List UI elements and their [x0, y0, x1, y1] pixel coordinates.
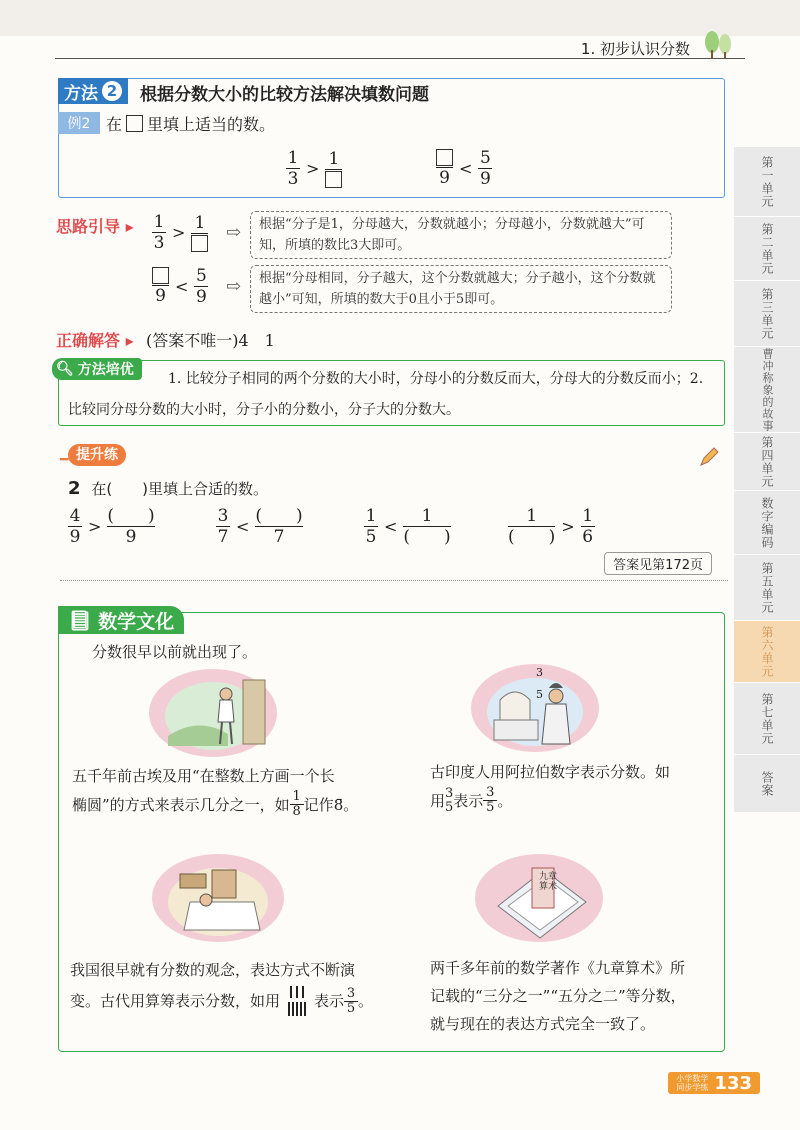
- china-text: [70, 956, 373, 1018]
- tab-answers[interactable]: 答案: [734, 754, 800, 812]
- practice-tag: 提升练: [68, 444, 126, 466]
- practice-item-2: [216, 506, 303, 547]
- practice-number: 2: [68, 478, 81, 499]
- fraction-blank[interactable]: $\frac{1}{( )}$: [403, 506, 451, 547]
- example-tag: 例2: [58, 112, 100, 134]
- india-illustration: [470, 660, 600, 756]
- tree-icon: [700, 28, 736, 58]
- book-line-3: 就与现在的表达方式完全一致了。: [430, 1015, 656, 1033]
- answer-text: (答案不唯一)4 1: [146, 331, 275, 350]
- india-board-bottom: 5: [536, 688, 543, 701]
- fraction: $\frac{4}{9}$: [69, 506, 81, 547]
- india-line-2c: 。: [497, 791, 513, 810]
- china-illustration: [150, 850, 286, 946]
- example-text-after: 里填上适当的数。: [147, 115, 276, 134]
- fraction: $\frac{3}{7}$: [217, 506, 229, 547]
- culture-tag: [58, 606, 184, 634]
- tab-unit-6[interactable]: 第六单元: [734, 620, 800, 682]
- tab-encoding[interactable]: 数字编码: [734, 490, 800, 554]
- tab-unit-4[interactable]: 第四单元: [734, 432, 800, 490]
- egypt-line-1: 五千年前古埃及用“在整数上方画一个长: [72, 767, 335, 785]
- book-illustration: [474, 850, 604, 946]
- fraction: $\frac{5}{9}$: [479, 148, 491, 189]
- fraction-blank[interactable]: $\frac{1}{( )}$: [508, 506, 556, 547]
- fraction-blank[interactable]: $\frac{( )}{9}$: [107, 506, 155, 547]
- guide-expr-2: [152, 266, 208, 307]
- fraction: $\frac{1}{6}$: [582, 506, 594, 547]
- top-bar: [0, 0, 800, 36]
- culture-tag-label: 数学文化: [98, 610, 175, 633]
- method-tag-label: 方法: [64, 83, 98, 104]
- india-line-1: 古印度人用阿拉伯数字表示分数。如: [430, 763, 671, 781]
- tab-story[interactable]: 曹冲称象的故事: [734, 346, 800, 432]
- guide-hint-1: 根据“分子是1，分母越大，分数就越小；分母越小，分数就越大”可知，所填的数比3大即可。: [250, 211, 672, 259]
- blank-box: [126, 115, 143, 132]
- egypt-line-2b: 记作: [303, 795, 334, 814]
- fraction-blank: 1: [325, 149, 342, 188]
- operator: >: [561, 517, 575, 536]
- india-text: [430, 758, 670, 815]
- fraction-blank: 9: [436, 149, 453, 188]
- example-text-before: 在: [106, 115, 123, 134]
- page-number-badge: [668, 1072, 760, 1094]
- example-expr-1: [286, 148, 342, 189]
- operator: <: [384, 517, 398, 536]
- method-title: 根据分数大小的比较方法解决填数问题: [140, 85, 429, 105]
- practice-question: [68, 478, 268, 499]
- book-line-2: 记载的“三分之一”“五分之二”等分数，: [430, 987, 686, 1005]
- fraction: $\frac{5}{9}$: [195, 266, 207, 307]
- brand-text: 小学数学 同步学练: [676, 1074, 709, 1092]
- china-line-1: 我国很早就有分数的观念，表达方式不断演: [70, 961, 356, 979]
- fraction: $\frac{3}{5}$: [483, 786, 497, 815]
- fraction-blank[interactable]: $\frac{( )}{7}$: [255, 506, 303, 547]
- dash-decor: ━: [60, 452, 69, 468]
- arrow-icon: ⇨: [226, 276, 242, 297]
- answer-label: 正确解答 ▸: [56, 331, 134, 350]
- fraction: $\frac{1}{8}$: [290, 790, 304, 819]
- china-line-2a: 变。古代用算筹表示分数，如用: [70, 992, 281, 1010]
- operator: >: [88, 517, 102, 536]
- tab-unit-1[interactable]: 第一单元: [734, 146, 800, 216]
- fraction: $\frac{1}{3}$: [287, 148, 299, 189]
- india-board-top: 3: [536, 666, 543, 679]
- china-line-2c: 。: [358, 992, 374, 1010]
- example-prompt: [106, 112, 275, 135]
- answer-reference[interactable]: 答案见第172页: [604, 552, 712, 575]
- tab-unit-5[interactable]: 第五单元: [734, 554, 800, 620]
- egypt-line-2a: 椭圆”的方式来表示几分之一，如: [72, 795, 290, 814]
- chapter-title: 1. 初步认识分数: [580, 40, 690, 58]
- operator: <: [236, 517, 250, 536]
- practice-prompt: 在( )里填上合适的数。: [91, 480, 269, 498]
- egypt-glyph: 8̄: [333, 795, 344, 814]
- tip-text: 1. 比较分子相同的两个分数的大小时，分母小的分数反而大，分母大的分数反而小；2. 比较同分母分数的大小时，分子小的分数小，分子大的分数大。: [68, 371, 704, 418]
- india-line-2b: 表示: [453, 791, 484, 810]
- book-text: [430, 954, 686, 1038]
- fraction: $\frac{1}{5}$: [365, 506, 377, 547]
- example-expr-2: [436, 148, 492, 189]
- guide-label: 思路引导 ▸: [56, 217, 134, 236]
- china-line-2b: 表示: [314, 992, 345, 1010]
- india-line-2a: 用: [430, 791, 446, 810]
- operator: <: [175, 277, 189, 296]
- counting-rods-icon: [286, 984, 308, 1018]
- guide-hint-2: 根据“分母相同，分子越大，这个分数就越大；分子越小，这个分数就越小”可知，所填的数大于0且小于5即可。: [250, 265, 672, 313]
- egypt-text: 五千年前古埃及用“在整数上方画一个长 椭圆”的方式来表示几分之一，如 $\frac{1}{8}$ 记作 8̄ 。: [72, 762, 358, 819]
- practice-item-4: [508, 506, 595, 547]
- culture-intro: 分数很早以前就出现了。: [92, 643, 258, 661]
- book-line-1: 两千多年前的数学著作《九章算术》所: [430, 959, 686, 977]
- pencil-icon: [698, 446, 720, 468]
- magnifier-icon: 🔍︎: [56, 361, 74, 377]
- book-title: 九章算术: [538, 872, 557, 892]
- section-divider: [60, 580, 728, 581]
- operator: >: [306, 159, 320, 178]
- fraction: $\frac{3}{5}$: [344, 987, 358, 1016]
- tip-tag-label: 方法培优: [77, 362, 134, 378]
- header-rule: [55, 58, 745, 59]
- fraction-blank: 1: [191, 213, 208, 252]
- tab-unit-2[interactable]: 第二单元: [734, 216, 800, 280]
- fraction-stacked: 3 5: [445, 785, 454, 815]
- page-number: 133: [714, 1072, 752, 1094]
- tab-unit-7[interactable]: 第七单元: [734, 682, 800, 754]
- method-number: 2: [102, 81, 122, 101]
- practice-item-3: [364, 506, 451, 547]
- operator: >: [172, 223, 186, 242]
- guide-expr-1: [152, 212, 208, 253]
- egypt-illustration: [148, 666, 278, 760]
- fraction: $\frac{1}{3}$: [153, 212, 165, 253]
- practice-item-1: [68, 506, 155, 547]
- method-tag: [58, 78, 128, 104]
- fraction-blank: 9: [152, 267, 169, 306]
- arrow-icon: ⇨: [226, 222, 242, 243]
- tab-unit-3[interactable]: 第三单元: [734, 280, 800, 346]
- operator: <: [459, 159, 473, 178]
- book-icon: 📘︎: [68, 609, 93, 632]
